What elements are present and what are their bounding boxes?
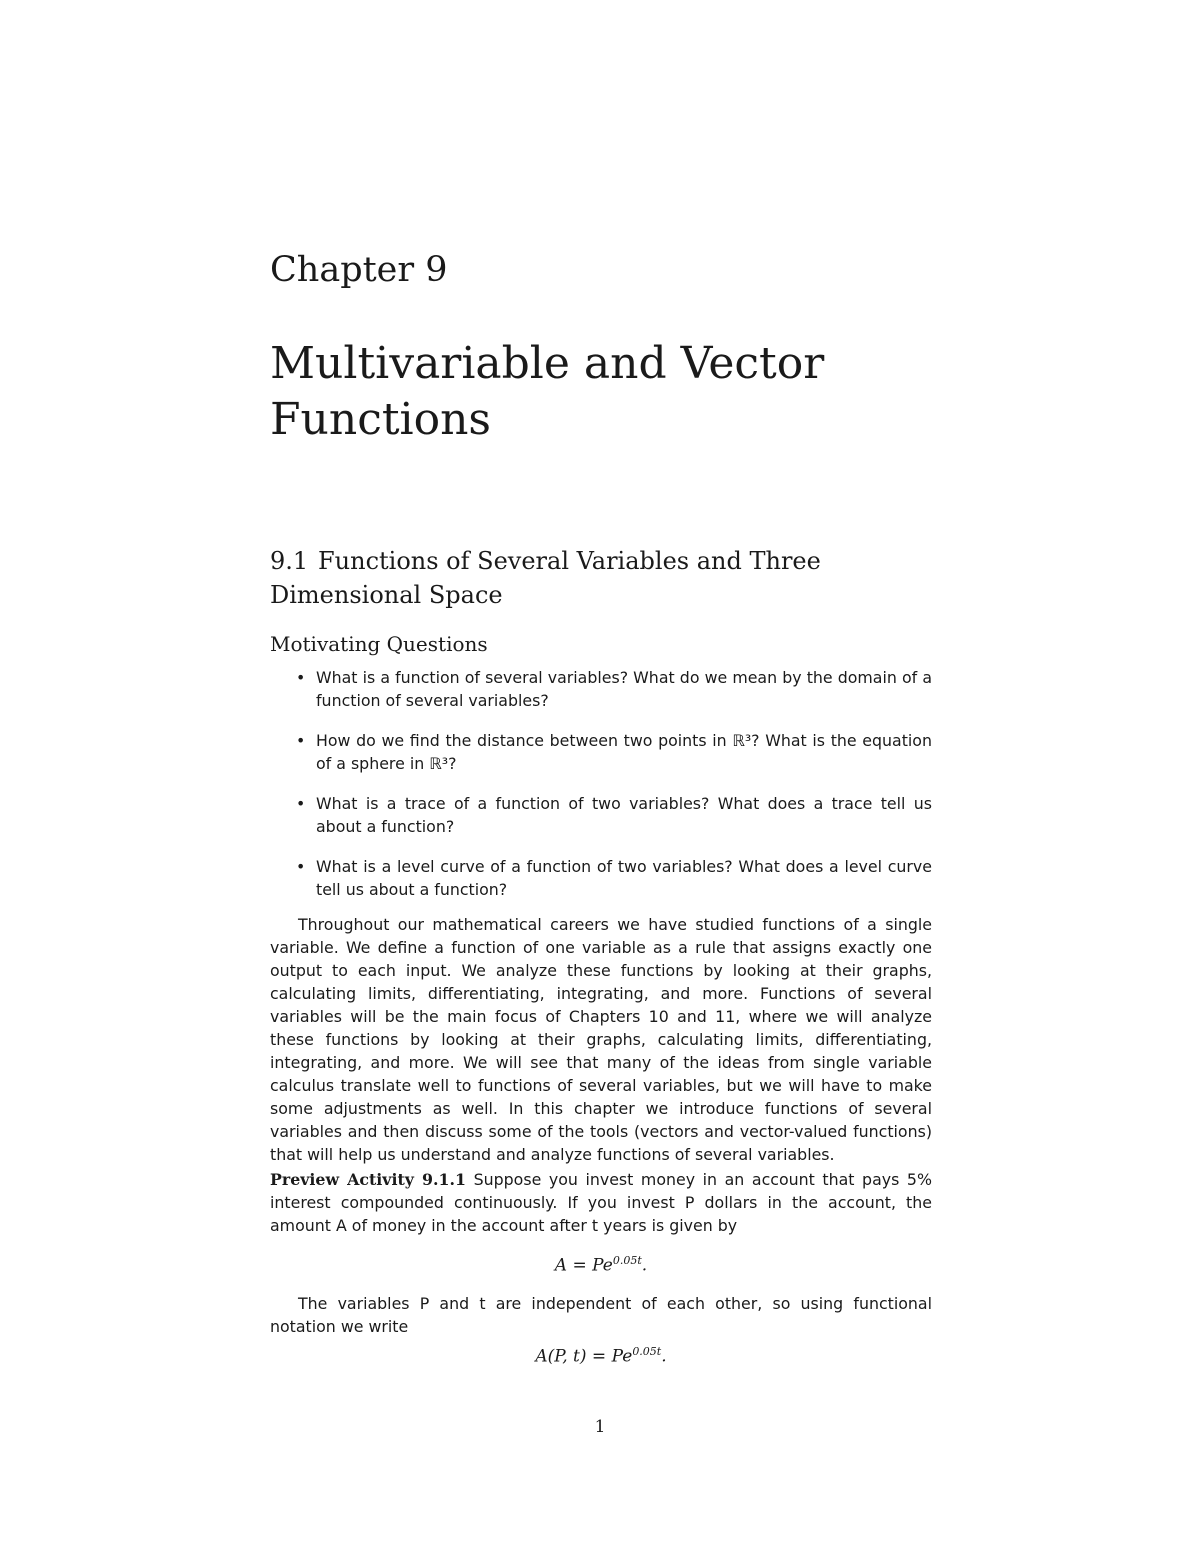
equation-1-exponent: 0.05t bbox=[612, 1254, 642, 1267]
preview-activity-label: Preview Activity 9.1.1 bbox=[270, 1170, 466, 1189]
equation-1 bbox=[270, 1249, 932, 1278]
page-number: 1 bbox=[594, 1417, 606, 1437]
motivating-questions-list bbox=[270, 666, 932, 901]
list-item bbox=[296, 792, 932, 838]
bullet-icon: • bbox=[296, 794, 306, 813]
bullet-icon: • bbox=[296, 731, 306, 750]
question-text: What is a function of several variables? What do we mean by the domain of a function of several variables? bbox=[316, 668, 932, 710]
section-number: 9.1 bbox=[270, 547, 309, 575]
equation-2-end: . bbox=[661, 1346, 667, 1367]
list-item bbox=[296, 855, 932, 901]
equation-1-main: A = Pe bbox=[554, 1255, 613, 1276]
question-text: What is a trace of a function of two variables? What does a trace tell us about a function? bbox=[316, 794, 932, 836]
chapter-label: Chapter 9 bbox=[270, 250, 448, 290]
bullet-icon: • bbox=[296, 668, 306, 687]
page-content bbox=[270, 240, 932, 1368]
section-heading bbox=[270, 544, 932, 612]
preview-activity bbox=[270, 1168, 932, 1237]
equation-2-exponent: 0.05t bbox=[632, 1344, 662, 1358]
equation-1-end: . bbox=[641, 1255, 648, 1276]
list-item bbox=[296, 666, 932, 712]
equation-2-main: A(P, t) = Pe bbox=[535, 1346, 633, 1367]
question-text: What is a level curve of a function of two variables? What does a level curve tell us about a function? bbox=[316, 857, 932, 899]
chapter-title: Multivariable and Vector Functions bbox=[270, 338, 825, 445]
list-item bbox=[296, 729, 932, 775]
section-title: Functions of Several Variables and Three Dimensional Space bbox=[270, 547, 821, 609]
equation-2 bbox=[270, 1340, 932, 1369]
preview-activity-text: Suppose you invest money in an account that pays 5% interest compounded continuously. If you invest P dollars in the account, the amount A of money in the account after t years is given by bbox=[270, 1170, 932, 1235]
bullet-icon: • bbox=[296, 857, 306, 876]
intro-paragraph: Throughout our mathematical careers we have studied functions of a single variable. We define a function of one variable as a rule that assigns exactly one output to each input. We analyze these functions by looking at their graphs, calculating limits, differentiating, integrating, and more. Functions of several variables will be the main focus of Chapters 10 and 11, where we will analyze these functions by looking at their graphs, calculating limits, differentiating, integrating, and more. We will see that many of the ideas from single variable calculus translate well to functions of several variables, but we will have to make some adjustments as well. In this chapter we introduce functions of several variables and then discuss some of the tools (vectors and vector-valued functions) that will help us understand and analyze functions of several variables. bbox=[270, 915, 932, 1164]
followup-paragraph: The variables P and t are independent of each other, so using functional notation we write bbox=[270, 1293, 932, 1336]
question-text: How do we find the distance between two points in ℝ³? What is the equation of a sphere in ℝ³? bbox=[316, 731, 932, 773]
motivating-questions-heading: Motivating Questions bbox=[270, 632, 488, 656]
